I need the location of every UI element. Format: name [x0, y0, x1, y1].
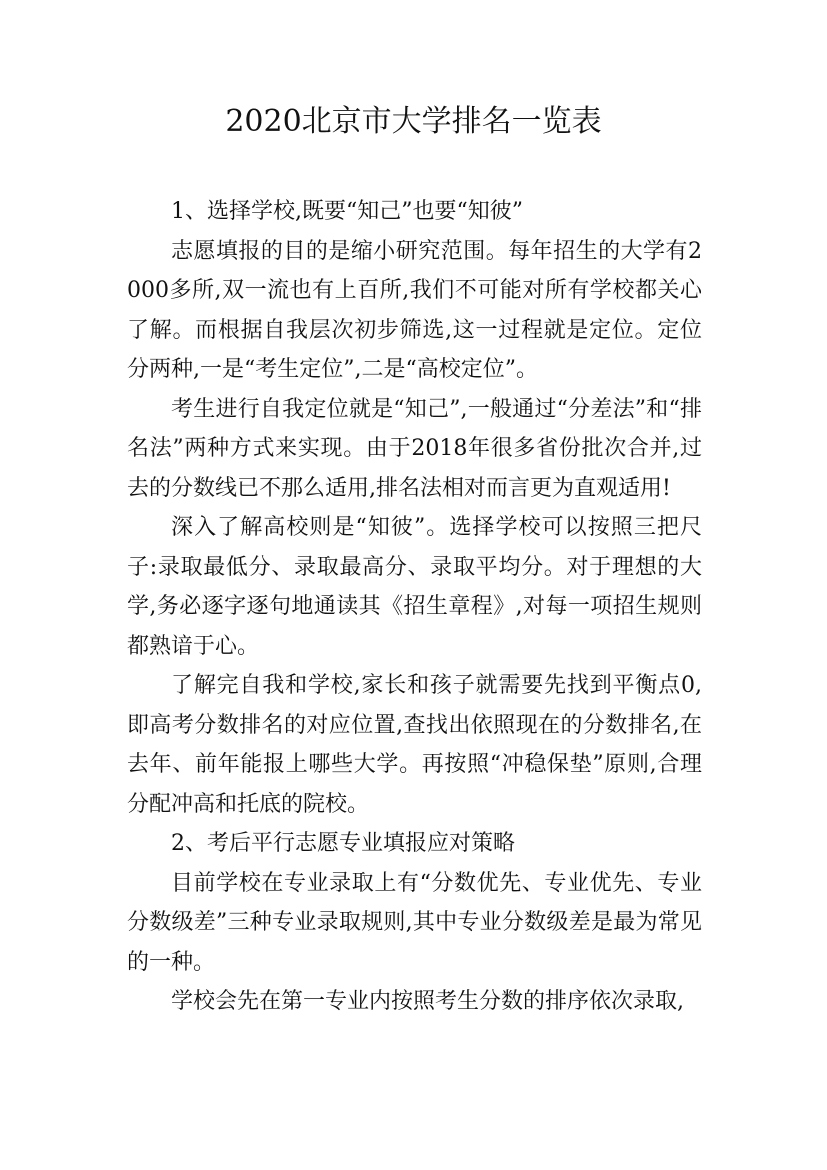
document-body	[127, 192, 702, 1022]
section-heading-2: 2、考后平行志愿专业填报应对策略	[171, 831, 515, 856]
paragraph: 志愿填报的目的是缩小研究范围。每年招生的大学有2000多所,双一流也有上百所,我们不可能对所有学校都关心了解。而根据自我层次初步筛选,这一过程就是定位。定位分两种,一是“考生定位”,二是“高校定位”。	[127, 238, 702, 382]
paragraph: 学校会先在第一专业内按照考生分数的排序依次录取,	[171, 989, 684, 1014]
paragraph: 深入了解高校则是“知彼”。选择学校可以按照三把尺子:录取最低分、录取最高分、录取平均分。对于理想的大学,务必逐字逐句地通读其《招生章程》,对每一项招生规则都熟谙于心。	[127, 515, 702, 659]
paragraph: 目前学校在专业录取上有“分数优先、专业优先、专业分数级差”三种专业录取规则,其中专业分数级差是最为常见的一种。	[127, 870, 702, 975]
document-title: 2020北京市大学排名一览表	[225, 104, 602, 139]
paragraph: 了解完自我和学校,家长和孩子就需要先找到平衡点0,即高考分数排名的对应位置,查找出依照现在的分数排名,在去年、前年能报上哪些大学。再按照“冲稳保垫”原则,合理分配冲高和托底的院校。	[127, 673, 702, 817]
paragraph: 考生进行自我定位就是“知己”,一般通过“分差法”和“排名法”两种方式来实现。由于2018年很多省份批次合并,过去的分数线已不那么适用,排名法相对而言更为直观适用!	[127, 396, 702, 501]
section-heading-1: 1、选择学校,既要“知己”也要“知彼”	[171, 199, 523, 224]
